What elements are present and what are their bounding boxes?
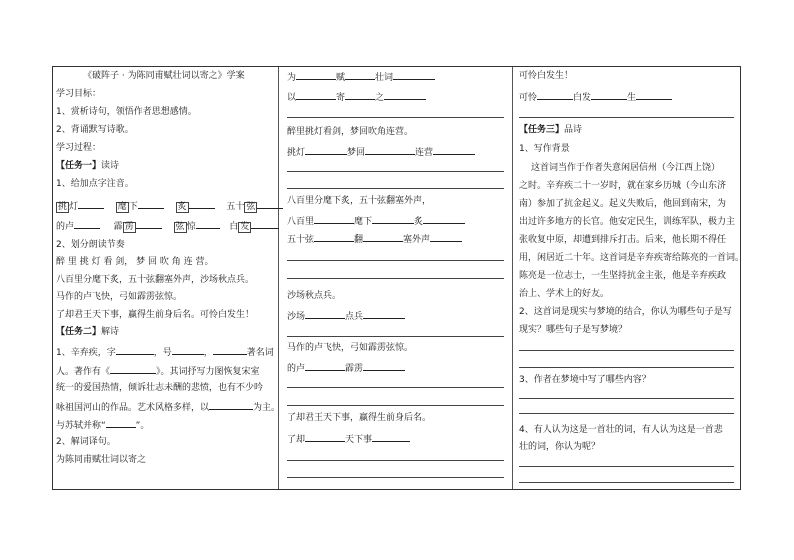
explain-row-k <box>519 91 672 104</box>
explain-word: 生 <box>627 93 637 103</box>
answer-line[interactable] <box>287 188 504 189</box>
fill-blank[interactable] <box>172 346 204 355</box>
author-text: 为主。 <box>253 403 281 413</box>
answer-line[interactable] <box>287 460 504 461</box>
explain-row-2 <box>287 91 426 104</box>
fill-blank[interactable] <box>363 233 403 242</box>
explain-row-s2a <box>287 215 465 228</box>
fill-blank[interactable] <box>423 215 465 224</box>
task1-name: 读诗 <box>101 161 120 171</box>
explain-word: 点兵 <box>345 312 364 322</box>
explain-word: 为 <box>287 73 297 83</box>
answer-line[interactable] <box>287 117 504 118</box>
explain-word: 寄 <box>336 93 346 103</box>
answer-line[interactable] <box>519 413 734 414</box>
pinyin-char-se: 弦 <box>246 202 256 212</box>
task1-q1: 1、给加点字注音。 <box>56 179 134 189</box>
task2-name: 解诗 <box>101 327 120 337</box>
background-line-5: 张收复中原，却遭到排斥打击。后来，他长期不得任 <box>519 235 727 245</box>
task3-q1: 1、写作背景 <box>519 144 570 154</box>
task2-prefix: 【任务二】 <box>56 327 102 337</box>
explain-row-s3 <box>287 310 405 323</box>
fill-blank[interactable] <box>636 91 672 100</box>
answer-line[interactable] <box>287 405 504 406</box>
author-line-1 <box>56 346 274 359</box>
explain-row-s5 <box>287 433 410 446</box>
sentence-5: 了却君王天下事，赢得生前身后名。 <box>287 413 432 423</box>
explain-word: 赋 <box>336 73 346 83</box>
fill-blank[interactable] <box>106 419 136 428</box>
explain-word: 了却 <box>287 435 306 445</box>
pinyin-char-deng: 灯 <box>69 202 79 212</box>
fill-blank[interactable] <box>372 215 414 224</box>
explain-word: 的卢 <box>287 364 306 374</box>
pinyin-blank[interactable] <box>189 200 215 209</box>
pinyin-row-2 <box>56 220 279 233</box>
fill-blank[interactable] <box>116 346 154 355</box>
explain-word: 白发 <box>573 93 592 103</box>
fill-blank[interactable] <box>363 310 405 319</box>
fill-blank[interactable] <box>430 233 462 242</box>
sentence-3: 沙场秋点兵。 <box>287 291 342 301</box>
answer-line[interactable] <box>519 117 734 118</box>
fill-blank[interactable] <box>305 310 345 319</box>
pinyin-row-1 <box>56 200 283 213</box>
author-text: 》。其词抒写力图恢复宋室 <box>156 367 260 377</box>
process-label: 学习过程： <box>56 143 102 153</box>
verse-line-1: 八百里分麾下炙，五十弦翻塞外声，沙场秋点兵。 <box>56 275 255 285</box>
worksheet-title: 《破阵子 · 为陈同甫赋壮词以寄之》学案 <box>83 71 245 81</box>
answer-line[interactable] <box>519 482 734 483</box>
column-right <box>513 67 745 489</box>
pinyin-blank[interactable] <box>74 220 100 229</box>
verse-line-3: 了却君王天下事，赢得生前身后名。可怜白发生！ <box>56 310 255 320</box>
author-text: ， <box>203 348 213 358</box>
fill-blank[interactable] <box>537 91 573 100</box>
column-middle <box>279 67 513 489</box>
explain-word: 可怜 <box>519 93 538 103</box>
task1-heading <box>56 161 119 172</box>
background-line-8: 治上、学术上的好友。 <box>519 289 610 299</box>
answer-line[interactable] <box>287 260 504 261</box>
task3-heading <box>519 125 582 136</box>
author-text: 1、辛弃疾，字 <box>56 348 116 358</box>
fill-blank[interactable] <box>365 146 415 155</box>
answer-line[interactable] <box>287 336 504 337</box>
pinyin-char-hui: 麾 <box>117 202 127 212</box>
explain-row-s4 <box>287 362 405 375</box>
explain-word: 塞外声 <box>403 235 431 245</box>
background-line-3: 南）参加了抗金起义。起义失败后，他回到南宋，为 <box>519 199 727 209</box>
explain-word: 之 <box>375 93 385 103</box>
explain-word: 炙 <box>414 217 424 227</box>
answer-line[interactable] <box>287 278 504 279</box>
background-line-4: 出过许多地方的长官。他安定民生，训练军队，极力主 <box>519 217 736 227</box>
goal-2: 2、背诵默写诗歌。 <box>56 125 134 135</box>
explain-word: 梦回 <box>347 148 366 158</box>
explain-word: 以 <box>287 93 297 103</box>
goals-label: 学习目标： <box>56 89 102 99</box>
author-text: 著名词 <box>246 348 274 358</box>
pinyin-char-bai: 白 <box>229 222 239 232</box>
author-text: 咏祖国河山的作品。艺术风格多样，以 <box>56 403 210 413</box>
task2-q2: 2、解词译句。 <box>56 437 116 447</box>
author-text: ，号 <box>153 348 172 358</box>
author-line-3: 统一的爱国热情，倾诉壮志未酬的悲愤，也有不少吟 <box>56 383 264 393</box>
pinyin-char-fa: 发 <box>240 222 250 232</box>
fill-blank[interactable] <box>110 365 156 374</box>
answer-line[interactable] <box>287 477 504 478</box>
sentence-2: 八百里分麾下炙，五十弦翻塞外声， <box>287 196 432 206</box>
fill-blank[interactable] <box>363 362 405 371</box>
explain-row-s1 <box>287 146 475 159</box>
task2-heading <box>56 327 119 338</box>
fill-blank[interactable] <box>296 71 336 80</box>
explain-word: 挑灯 <box>287 148 306 158</box>
fill-blank[interactable] <box>384 91 426 100</box>
answer-line[interactable] <box>287 171 504 172</box>
pinyin-char-ti: 挑 <box>58 202 68 212</box>
fill-blank[interactable] <box>213 346 247 355</box>
pinyin-char-de: 的卢 <box>56 222 75 232</box>
answer-line[interactable] <box>519 367 734 368</box>
pinyin-blank[interactable] <box>78 200 104 209</box>
background-line-1: 这首词当作于作者失意闲居信州（今江西上饶） <box>531 163 721 173</box>
explain-word: 八百里 <box>287 217 315 227</box>
answer-line[interactable] <box>519 466 734 467</box>
pinyin-char-li: 雳 <box>124 222 134 232</box>
fill-blank[interactable] <box>433 146 475 155</box>
author-line-2 <box>56 365 260 378</box>
pinyin-char-xian: 弦 <box>175 222 185 232</box>
author-line-4 <box>56 401 280 414</box>
pinyin-blank[interactable] <box>196 220 220 229</box>
fill-blank[interactable] <box>305 433 345 442</box>
task3-q4-line-1: 4、有人认为这是一首壮的词，有人认为这是一首悲 <box>519 425 723 435</box>
fill-blank[interactable] <box>314 215 354 224</box>
answer-line[interactable] <box>519 350 734 351</box>
goal-1: 1、赏析诗句，领悟作者思想感情。 <box>56 107 197 117</box>
sentence-4: 马作的卢飞快，弓如霹雳弦惊。 <box>287 343 414 353</box>
background-line-2: 之时。辛弃疾二十一岁时，就在家乡历城（今山东济 <box>519 181 727 191</box>
explain-word: 麾下 <box>354 217 373 227</box>
rhythm-line: 醉 里 挑 灯 看 剑， 梦 回 吹 角 连 营。 <box>56 257 214 267</box>
task1-q2: 2、划分朗读节奏 <box>56 240 125 250</box>
explain-word: 沙场 <box>287 312 306 322</box>
fill-blank[interactable] <box>345 91 375 100</box>
verse-line-2: 马作的卢飞快，弓如霹雳弦惊。 <box>56 292 183 302</box>
task3-prefix: 【任务三】 <box>519 125 565 135</box>
explain-word: 霹雳 <box>345 364 364 374</box>
pinyin-char-pi: 霹 <box>113 222 123 232</box>
verse-last: 可怜白发生！ <box>519 71 574 81</box>
task3-name: 品诗 <box>564 125 583 135</box>
pinyin-char-zhi: 炙 <box>177 202 187 212</box>
fill-blank[interactable] <box>209 401 253 410</box>
pinyin-blank[interactable] <box>251 220 279 229</box>
explain-word: 连营 <box>415 148 434 158</box>
explain-row-1 <box>287 71 435 84</box>
author-text: ”。 <box>135 421 150 431</box>
pinyin-char-wushi: 五十 <box>226 202 245 212</box>
sentence-1: 醉里挑灯看剑，梦回吹角连营。 <box>287 127 414 137</box>
fill-blank[interactable] <box>372 433 410 442</box>
answer-line[interactable] <box>287 387 504 388</box>
task3-q4-line-2: 壮的词，你认为呢？ <box>519 442 601 452</box>
task3-q2-line-2: 现实？哪些句子是写梦境？ <box>519 325 628 335</box>
author-text: 人。著作有《 <box>56 367 111 377</box>
explain-word: 壮词 <box>375 73 394 83</box>
explain-word: 翻 <box>354 235 364 245</box>
task3-q3: 3、作者在梦境中写了哪些内容？ <box>519 375 651 385</box>
background-line-6: 用，闲居近二十年。这首词是辛弃疾寄给陈亮的一首词。 <box>519 253 745 263</box>
pinyin-blank[interactable] <box>136 220 162 229</box>
author-line-5 <box>56 419 149 432</box>
fill-blank[interactable] <box>591 91 627 100</box>
worksheet-table <box>52 66 745 490</box>
explain-word: 天下事 <box>345 435 373 445</box>
answer-line[interactable] <box>519 398 734 399</box>
explain-row-s2b <box>287 233 462 246</box>
column-left <box>53 67 279 489</box>
background-line-7: 陈亮是一位志士，一生坚持抗金主张，他是辛弃疾政 <box>519 271 727 281</box>
explain-word: 五十弦 <box>287 235 315 245</box>
fill-blank[interactable] <box>345 71 375 80</box>
author-text: 与苏轼并称“ <box>56 421 106 431</box>
fill-blank[interactable] <box>305 362 345 371</box>
title-phrase: 为陈同甫赋壮词以寄之 <box>56 455 147 465</box>
fill-blank[interactable] <box>314 233 354 242</box>
task1-prefix: 【任务一】 <box>56 161 102 171</box>
fill-blank[interactable] <box>393 71 435 80</box>
fill-blank[interactable] <box>296 91 336 100</box>
task3-q2-line-1: 2、这首词是现实与梦境的结合，你认为哪些句子是写 <box>519 307 732 317</box>
pinyin-char-xia: 下 <box>128 202 138 212</box>
pinyin-blank[interactable] <box>138 200 164 209</box>
pinyin-char-jing: 惊 <box>186 222 196 232</box>
fill-blank[interactable] <box>305 146 347 155</box>
